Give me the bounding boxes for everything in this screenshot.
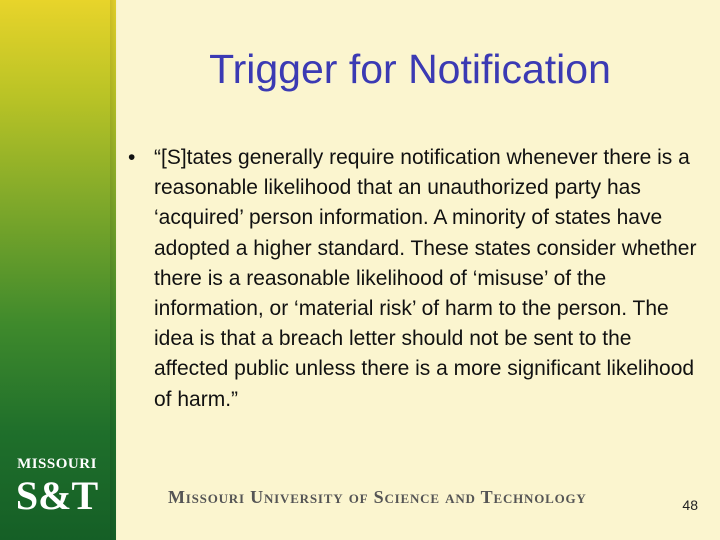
sidebar-edge-shadow (110, 0, 118, 540)
logo-st-mark: S&T (15, 473, 99, 518)
slide-title: Trigger for Notification (209, 46, 611, 92)
bullet-marker: • (128, 146, 136, 169)
page-number: 48 (682, 497, 698, 513)
bullet-text: “[S]tates generally require notification whenever there is a reasonable likelihood that an unauthorized party has ‘acquired’ person information. A minority of states have adopted a higher standard. These states consider whether there is a reasonable likelihood of ‘misuse’ of the information, or ‘material risk’ of harm to the person. The idea is that a breach letter should not be sent to the affected public unless there is a more significant likelihood of harm.” (154, 146, 697, 411)
logo-missouri-text: MISSOURI (17, 456, 97, 472)
footer-university-name: Missouri University of Science and Technology (168, 487, 587, 507)
